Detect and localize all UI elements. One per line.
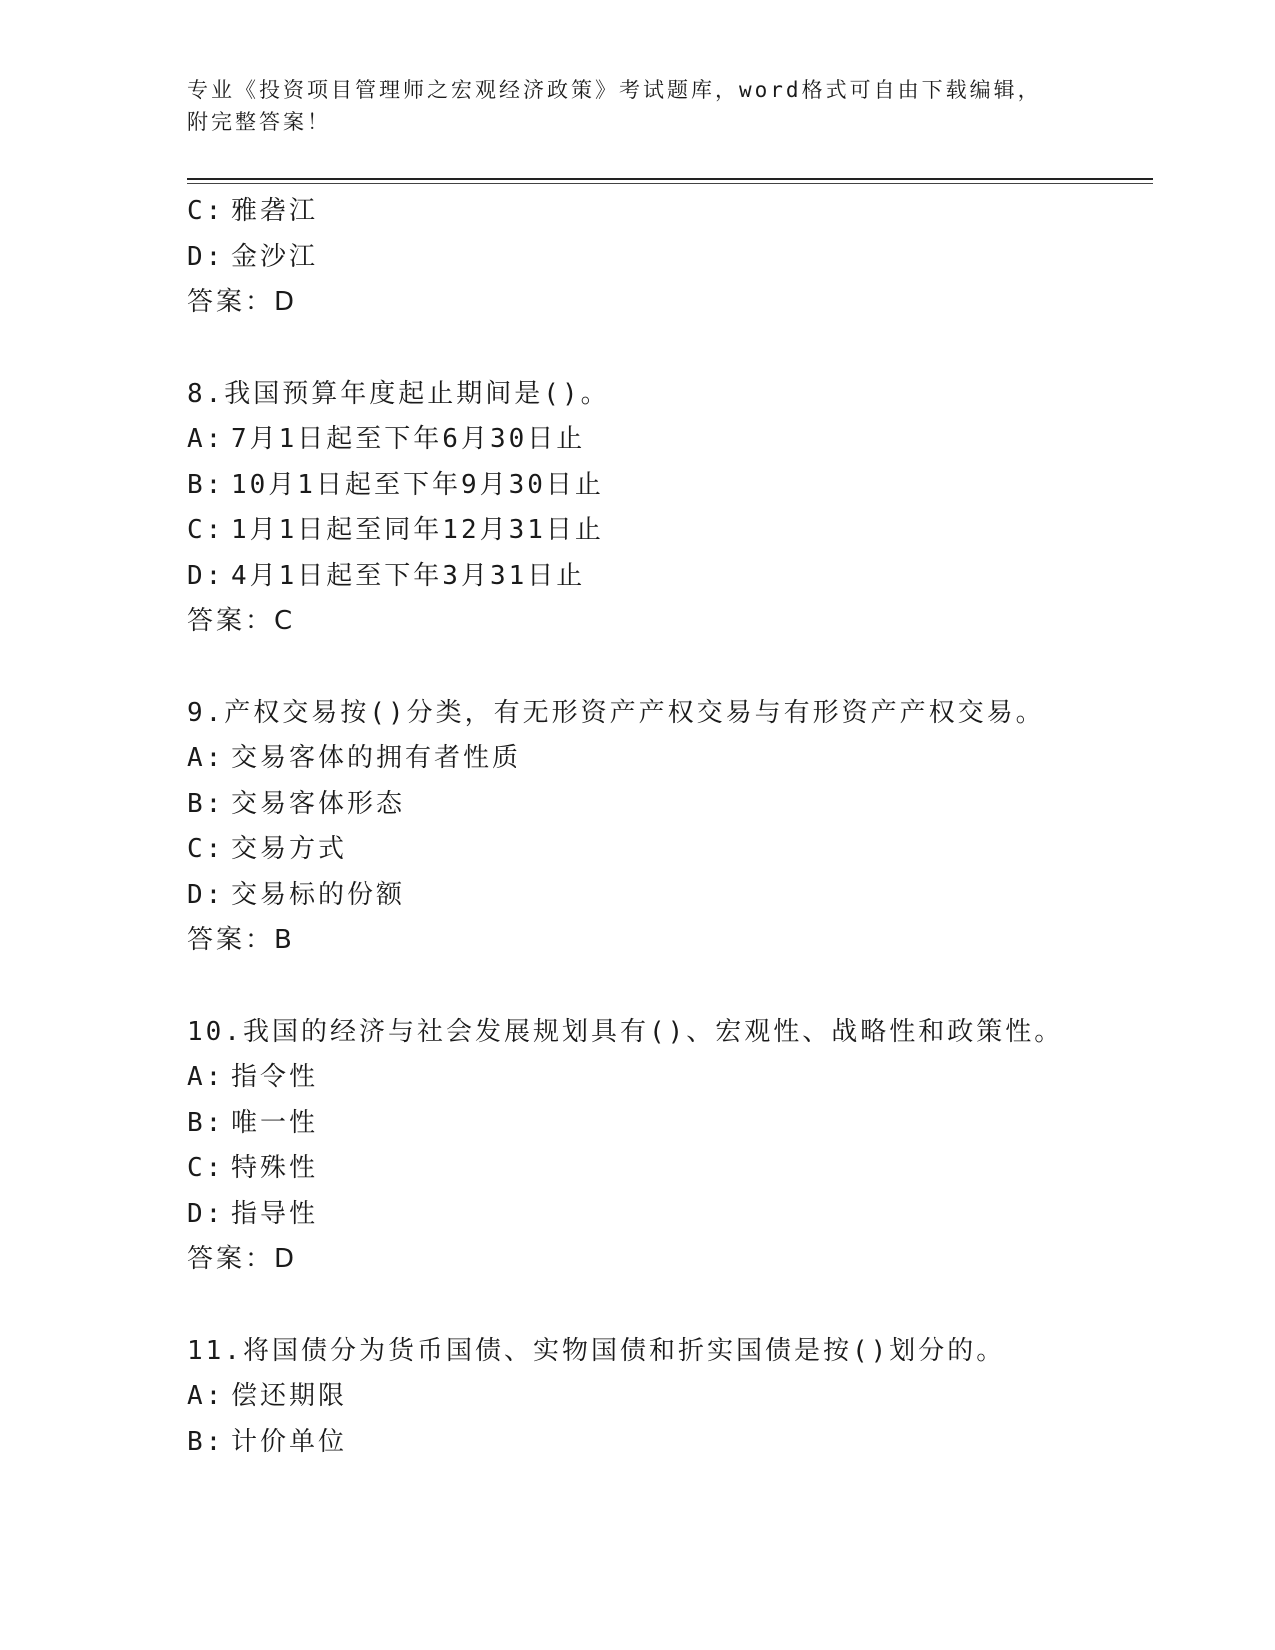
option-row (187, 508, 1187, 554)
option-text: 7月1日起至下年6月30日止 (231, 424, 586, 454)
option-row (187, 235, 1187, 281)
option-key: B: (187, 788, 225, 819)
question-stem: 8.我国预算年度起止期间是()。 (187, 378, 610, 409)
option-text: 4月1日起至下年3月31日止 (231, 560, 586, 591)
option-key: B: (187, 1426, 225, 1457)
option-text: 偿还期限 (231, 1381, 348, 1411)
option-key: C: (187, 515, 225, 545)
question-stem: 9.产权交易按()分类，有无形资产产权交易与有形资产产权交易。 (187, 697, 1045, 728)
spacer (187, 1283, 1187, 1329)
header-line-1: 专业《投资项目管理师之宏观经济政策》考试题库，word格式可自由下载编辑， (187, 78, 1042, 102)
option-key: B: (187, 469, 225, 500)
question-stem: 10.我国的经济与社会发展规划具有()、宏观性、战略性和政策性。 (187, 1016, 1064, 1047)
option-text: 计价单位 (231, 1426, 348, 1457)
option-row (187, 1055, 1187, 1101)
answer-line: 答案：B (187, 925, 295, 955)
answer-line: 答案：D (187, 1244, 298, 1274)
option-row (187, 782, 1187, 828)
option-text: 唯一性 (231, 1107, 319, 1138)
option-text: 指令性 (231, 1062, 319, 1092)
option-text: 特殊性 (231, 1153, 319, 1183)
option-text: 1月1日起至同年12月31日止 (231, 515, 604, 545)
spacer (187, 326, 1187, 372)
option-text: 指导性 (231, 1198, 319, 1229)
option-row (187, 736, 1187, 782)
answer-line: 答案：D (187, 287, 298, 317)
option-row (187, 463, 1187, 509)
option-row (187, 1146, 1187, 1192)
option-text: 雅砻江 (231, 196, 319, 226)
answer-line: 答案：C (187, 606, 296, 636)
option-key: D: (187, 241, 225, 272)
option-key: D: (187, 560, 225, 591)
option-key: C: (187, 1153, 225, 1183)
option-text: 交易客体形态 (231, 788, 406, 819)
option-key: D: (187, 1198, 225, 1229)
option-row (187, 554, 1187, 600)
header-divider-thick (187, 178, 1153, 180)
option-row (187, 827, 1187, 873)
spacer (187, 645, 1187, 691)
option-key: A: (187, 424, 225, 454)
option-key: A: (187, 743, 225, 773)
option-row (187, 1420, 1187, 1466)
option-key: C: (187, 196, 225, 226)
option-row (187, 1374, 1187, 1420)
option-row (187, 189, 1187, 235)
option-text: 交易标的份额 (231, 879, 406, 910)
option-row (187, 417, 1187, 463)
document-header (187, 74, 1087, 138)
option-row (187, 1192, 1187, 1238)
question-stem: 11.将国债分为货币国债、实物国债和折实国债是按()划分的。 (187, 1335, 1006, 1366)
option-text: 交易客体的拥有者性质 (231, 743, 522, 773)
option-text: 金沙江 (231, 241, 319, 272)
option-key: D: (187, 879, 225, 910)
option-key: A: (187, 1062, 225, 1092)
header-divider-thin (187, 183, 1153, 184)
option-row (187, 873, 1187, 919)
question-list (187, 189, 1187, 1465)
option-row (187, 1101, 1187, 1147)
option-text: 交易方式 (231, 834, 348, 864)
spacer (187, 964, 1187, 1010)
option-text: 10月1日起至下年9月30日止 (231, 469, 604, 500)
option-key: A: (187, 1381, 225, 1411)
option-key: B: (187, 1107, 225, 1138)
header-line-2: 附完整答案！ (187, 110, 331, 134)
option-key: C: (187, 834, 225, 864)
